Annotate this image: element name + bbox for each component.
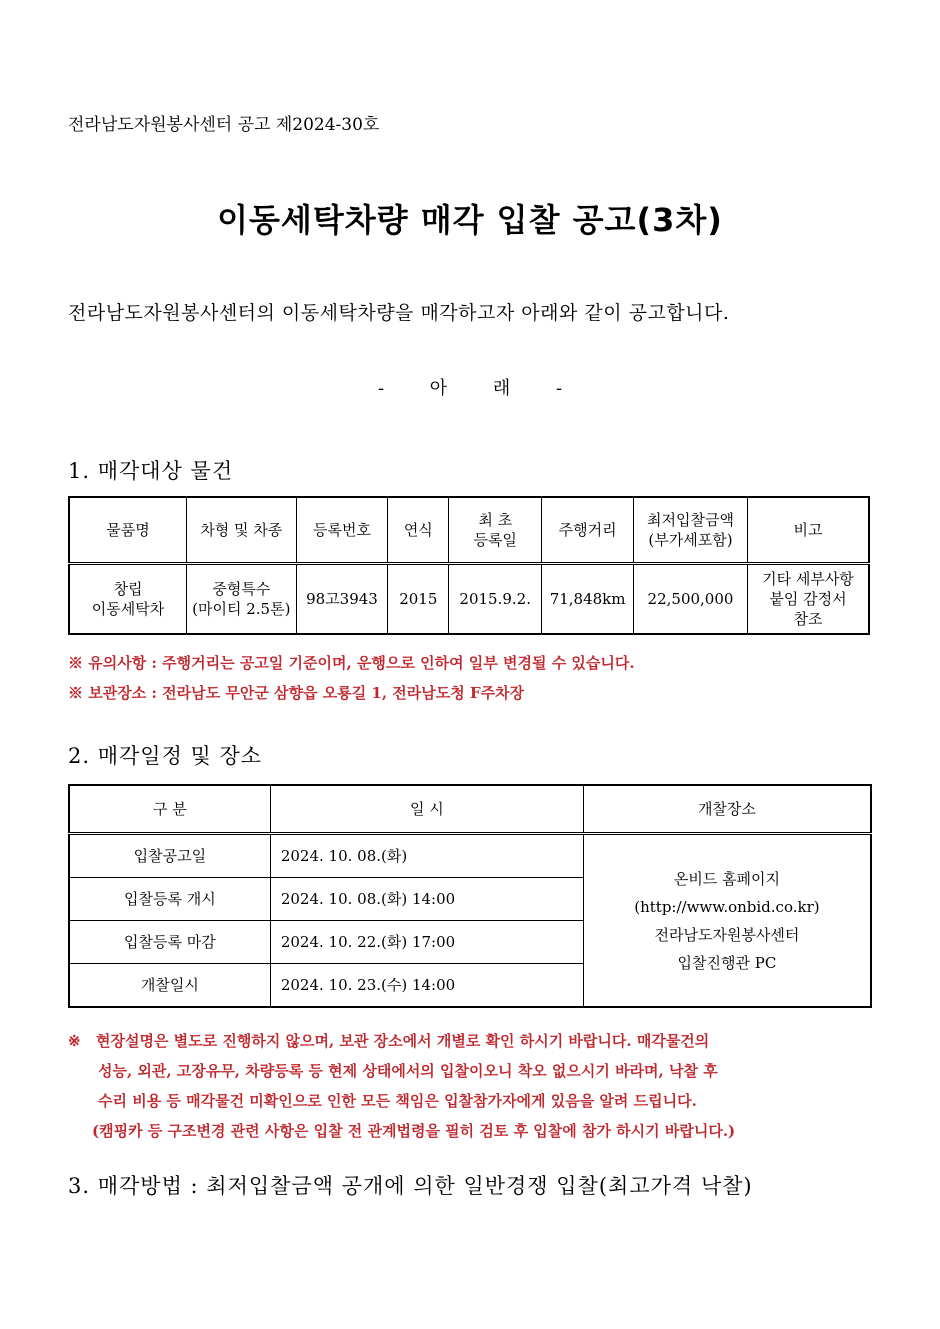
header-cell: 개찰장소 (583, 785, 871, 834)
header-cell: 차형 및 차종 (187, 497, 297, 564)
schedule-label: 입찰등록 마감 (69, 921, 270, 964)
schedule-label: 입찰공고일 (69, 834, 270, 878)
schedule-table (68, 784, 872, 1008)
intro-text: 전라남도자원봉사센터의 이동세탁차량을 매각하고자 아래와 같이 공고합니다. (68, 302, 730, 324)
header-cell: 비고 (747, 497, 869, 564)
cell-remarks: 기타 세부사항 붙임 감정서 참조 (747, 564, 869, 635)
note-mark: ※ (68, 1032, 81, 1050)
sale-item-table (68, 496, 870, 635)
site-inspection-note (68, 1026, 880, 1146)
schedule-datetime: 2024. 10. 22.(화) 17:00 (270, 921, 583, 964)
cell-vehicle-type: 중형특수 (마이티 2.5톤) (187, 564, 297, 635)
table-header-row (69, 785, 871, 834)
note-line: ※ 현장설명은 별도로 진행하지 않으며, 보관 장소에서 개별로 확인 하시기 바랍니다. 매각물건의 (68, 1026, 880, 1056)
cell-first-reg-date: 2015.9.2. (449, 564, 542, 635)
note-line: (캠핑카 등 구조변경 관련 사항은 입찰 전 관계법령을 필히 검토 후 입찰에 참가 하시기 바랍니다.) (92, 1122, 736, 1140)
header-cell: 등록번호 (296, 497, 388, 564)
below-mark: - 아 래 - (377, 378, 563, 399)
header-cell: 일 시 (270, 785, 583, 834)
schedule-datetime: 2024. 10. 08.(화) (270, 834, 583, 878)
cell-item-name: 창립 이동세탁차 (69, 564, 187, 635)
schedule-datetime: 2024. 10. 23.(수) 14:00 (270, 964, 583, 1008)
section1-heading: 1. 매각대상 물건 (68, 459, 234, 483)
cell-year: 2015 (388, 564, 449, 635)
cell-min-bid: 22,500,000 (634, 564, 748, 635)
note-line: 수리 비용 등 매각물건 미확인으로 인한 모든 책임은 입찰참가자에게 있음을 알려 드립니다. (98, 1092, 697, 1110)
header-cell: 최저입찰금액 (부가세포함) (634, 497, 748, 564)
cell-reg-number: 98고3943 (296, 564, 388, 635)
caution-note: ※ 유의사항 : 주행거리는 공고일 기준이며, 운행으로 인하여 일부 변경될 수 있습니다. (68, 654, 635, 672)
header-cell: 주행거리 (542, 497, 634, 564)
section3-heading: 3. 매각방법 : 최저입찰금액 공개에 의한 일반경쟁 입찰(최고가격 낙찰) (68, 1174, 753, 1198)
schedule-datetime: 2024. 10. 08.(화) 14:00 (270, 878, 583, 921)
table-row (69, 564, 869, 635)
header-cell: 물품명 (69, 497, 187, 564)
storage-note: ※ 보관장소 : 전라남도 무안군 삼향읍 오룡길 1, 전라남도청 F주차장 (68, 684, 525, 702)
schedule-label: 개찰일시 (69, 964, 270, 1008)
schedule-label: 입찰등록 개시 (69, 878, 270, 921)
bid-opening-place: 온비드 홈페이지 (http://www.onbid.co.kr) 전라남도자원봉사센터 입찰진행관 PC (583, 834, 871, 1008)
section2-heading: 2. 매각일정 및 장소 (68, 744, 263, 768)
table-header-row (69, 497, 869, 564)
header-cell: 구 분 (69, 785, 270, 834)
page-title: 이동세탁차량 매각 입찰 공고(3차) (217, 201, 723, 239)
note-line: 성능, 외관, 고장유무, 차량등록 등 현제 상태에서의 입찰이오니 착오 없으시기 바라며, 낙찰 후 (98, 1062, 718, 1080)
notice-number: 전라남도자원봉사센터 공고 제2024-30호 (68, 115, 380, 135)
header-cell: 연식 (388, 497, 449, 564)
cell-mileage: 71,848km (542, 564, 634, 635)
header-cell: 최 초 등록일 (449, 497, 542, 564)
table-row (69, 834, 871, 878)
